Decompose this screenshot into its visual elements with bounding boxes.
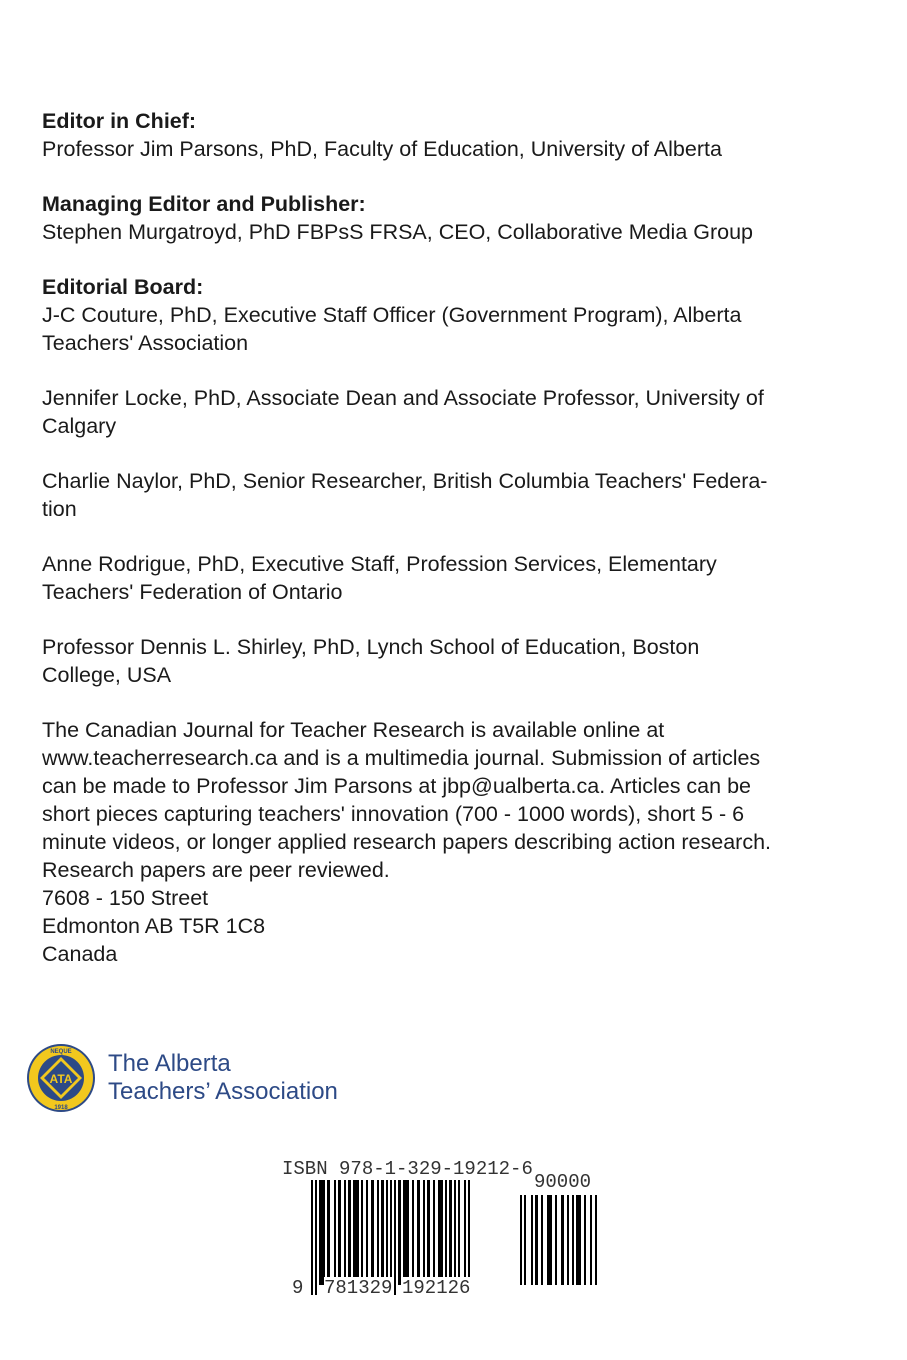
ata-seal-icon — [26, 1043, 96, 1113]
about-line: minute videos, or longer applied research papers describing action research. — [42, 830, 772, 854]
board-member — [42, 633, 842, 689]
editor-in-chief-name: Professor Jim Parsons, PhD, Faculty of Education, University of Alberta — [42, 137, 722, 161]
logo-line-1: The Alberta — [108, 1050, 231, 1077]
address-city: Edmonton AB T5R 1C8 — [42, 914, 266, 938]
ata-logo — [26, 1043, 338, 1113]
board-member-line: College, USA — [42, 663, 172, 687]
about-line: The Canadian Journal for Teacher Research is available online at — [42, 718, 665, 742]
managing-editor-section — [42, 190, 842, 246]
board-member-line: Teachers' Association — [42, 331, 249, 355]
board-member-line: Jennifer Locke, PhD, Associate Dean and Associate Professor, University of — [42, 386, 764, 410]
board-member — [42, 550, 842, 606]
svg-text:1918: 1918 — [54, 1105, 68, 1111]
board-member — [42, 301, 842, 357]
logo-line-2: Teachers’ Association — [108, 1078, 338, 1105]
editor-in-chief-heading: Editor in Chief: — [42, 109, 197, 133]
barcode-digits-right: 192126 — [402, 1277, 471, 1299]
ata-logo-text — [108, 1050, 338, 1106]
svg-text:ATA: ATA — [49, 1072, 73, 1086]
about-journal-paragraph — [42, 716, 842, 968]
back-cover-text — [42, 107, 842, 968]
board-member-line: tion — [42, 497, 77, 521]
managing-editor-heading: Managing Editor and Publisher: — [42, 192, 366, 216]
managing-editor-name: Stephen Murgatroyd, PhD FBPsS FRSA, CEO, Collaborative Media Group — [42, 220, 754, 244]
about-line: Research papers are peer reviewed. — [42, 858, 390, 882]
editor-in-chief-section — [42, 107, 842, 163]
isbn-label: ISBN 978-1-329-19212-6 — [282, 1158, 533, 1180]
address-street: 7608 - 150 Street — [42, 886, 209, 910]
address-country: Canada — [42, 942, 118, 966]
board-member — [42, 467, 842, 523]
board-member-line: Professor Dennis L. Shirley, PhD, Lynch School of Education, Boston — [42, 635, 700, 659]
barcode-digit-first: 9 — [292, 1277, 304, 1299]
board-member-line: Teachers' Federation of Ontario — [42, 580, 343, 604]
about-line: short pieces capturing teachers' innovation (700 - 1000 words), short 5 - 6 — [42, 802, 745, 826]
board-member-line: Anne Rodrigue, PhD, Executive Staff, Profession Services, Elementary — [42, 552, 717, 576]
isbn-barcode — [282, 1158, 612, 1303]
board-member — [42, 384, 842, 440]
board-member-line: J-C Couture, PhD, Executive Staff Officer (Government Program), Alberta — [42, 303, 742, 327]
editorial-board-heading: Editorial Board: — [42, 275, 204, 299]
about-line: can be made to Professor Jim Parsons at jbp@ualberta.ca. Articles can be — [42, 774, 751, 798]
editorial-board-section — [42, 273, 842, 689]
board-member-line: Charlie Naylor, PhD, Senior Researcher, British Columbia Teachers' Federa- — [42, 469, 768, 493]
addon-label: 90000 — [534, 1171, 592, 1193]
barcode-digits-left: 781329 — [324, 1277, 393, 1299]
about-line: www.teacherresearch.ca and is a multimedia journal. Submission of articles — [42, 746, 761, 770]
board-member-line: Calgary — [42, 414, 117, 438]
svg-text:NEQUE: NEQUE — [50, 1049, 72, 1055]
